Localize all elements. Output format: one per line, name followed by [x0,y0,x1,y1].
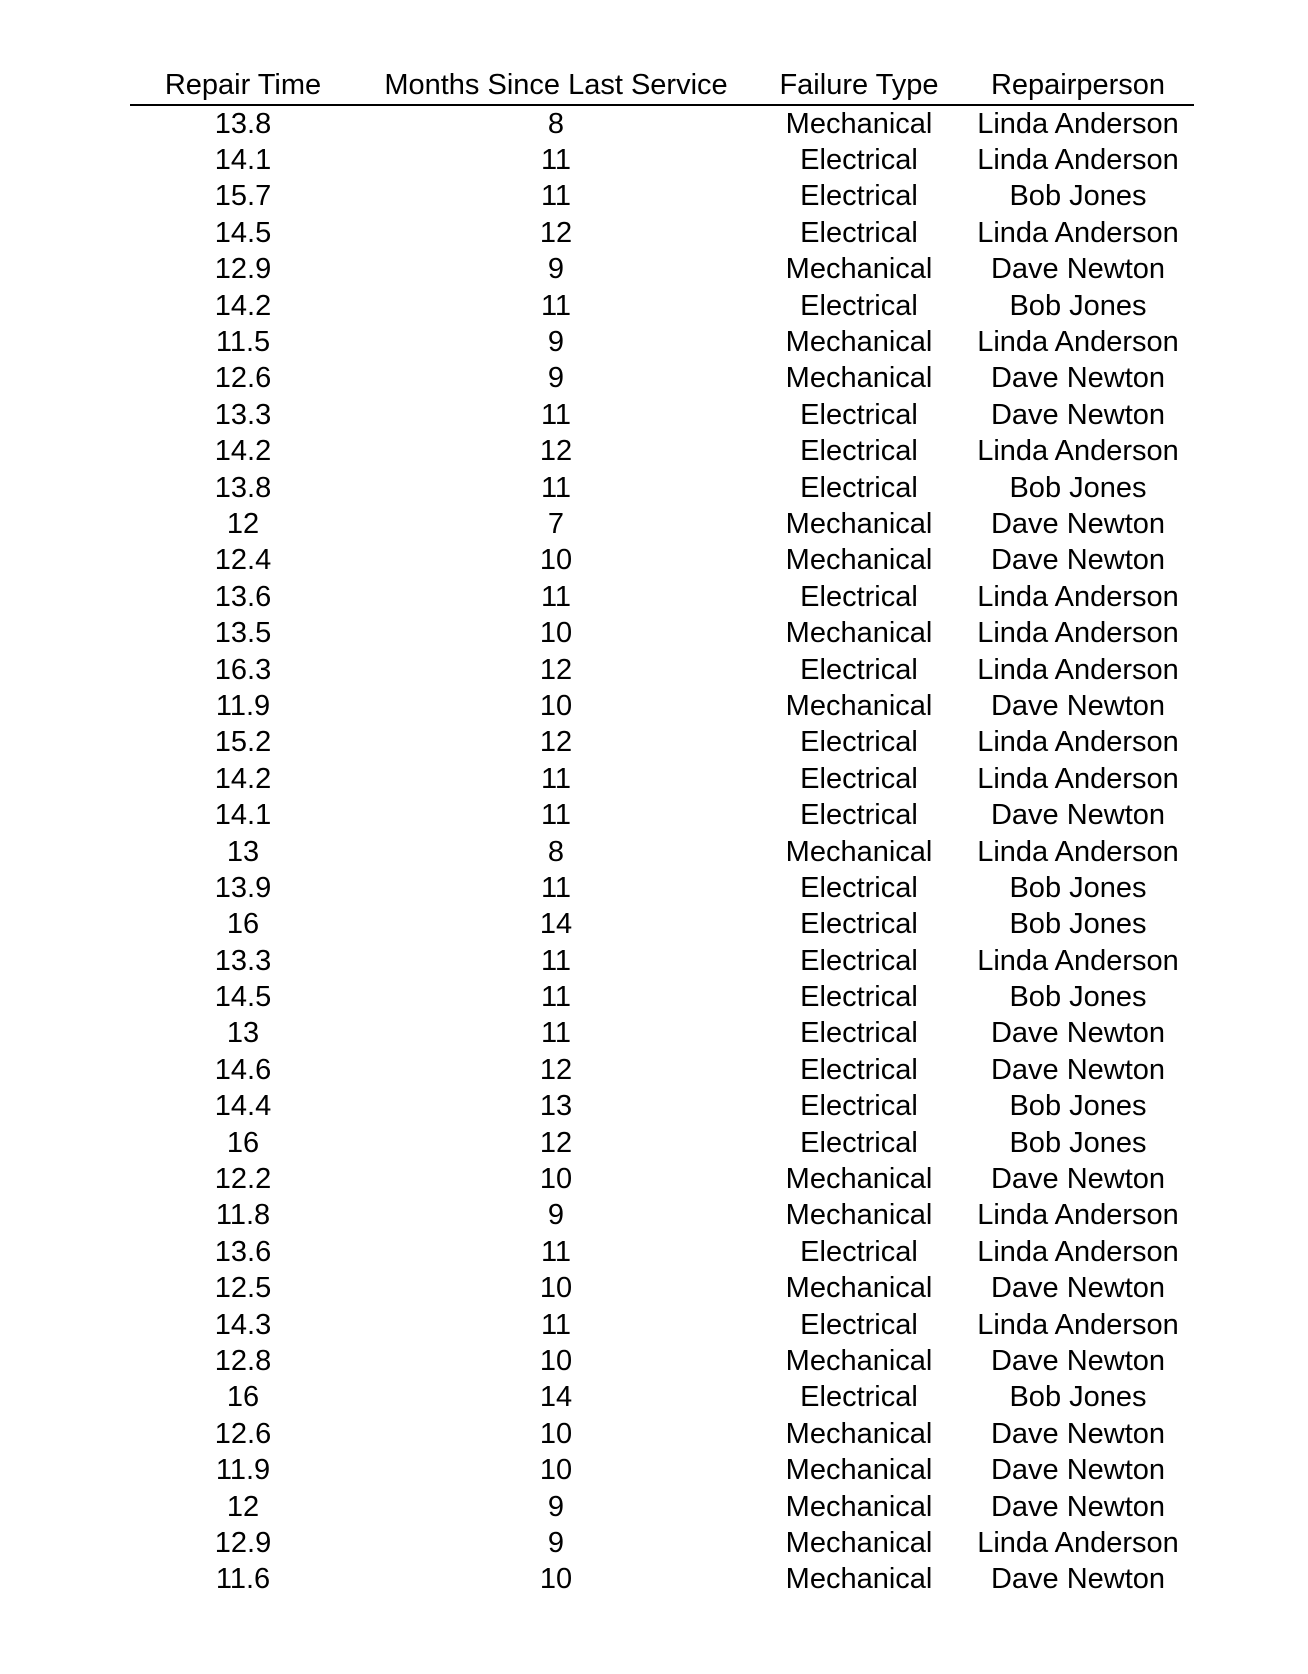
repair-time-cell: 11.5 [215,326,271,359]
table-row [130,797,1194,833]
repair-time-cell: 11.9 [215,1454,271,1487]
table-row [130,215,1194,251]
failure-type-cell: Electrical [800,1053,918,1086]
failure-type-cell: Electrical [800,762,918,795]
months-since-service-cell: 11 [540,398,572,431]
failure-type-cell: Electrical [800,435,918,468]
failure-type-cell: Mechanical [785,362,933,395]
table-row [130,252,1194,288]
table-row [130,142,1194,178]
months-since-service-cell: 9 [547,1526,565,1559]
repairperson-cell: Bob Jones [1009,908,1147,941]
months-since-service-cell: 11 [540,144,572,177]
repairperson-cell: Linda Anderson [977,944,1179,977]
months-since-service-cell: 7 [547,507,565,540]
table-row [130,361,1194,397]
repairperson-cell: Dave Newton [990,689,1166,722]
repairperson-cell: Linda Anderson [977,580,1179,613]
table-row [130,1052,1194,1088]
failure-type-cell: Electrical [800,1308,918,1341]
repairperson-cell: Dave Newton [990,799,1166,832]
failure-type-cell: Electrical [800,1381,918,1414]
failure-type-cell: Mechanical [785,1344,933,1377]
months-since-service-cell: 8 [547,835,565,868]
table-row [130,1489,1194,1525]
table-row [130,1380,1194,1416]
repairperson-cell: Bob Jones [1009,981,1147,1014]
months-since-service-cell: 10 [539,1163,573,1196]
failure-type-cell: Mechanical [785,1272,933,1305]
repair-time-cell: 13.3 [214,398,272,431]
failure-type-cell: Electrical [800,580,918,613]
table-row [130,397,1194,433]
repairperson-cell: Dave Newton [990,1017,1166,1050]
repair-time-cell: 12 [226,1490,260,1523]
repairperson-cell: Bob Jones [1009,1381,1147,1414]
failure-type-cell: Mechanical [785,1490,933,1523]
repair-time-cell: 14.3 [214,1308,272,1341]
months-since-service-cell: 8 [547,107,565,140]
failure-type-cell: Mechanical [785,617,933,650]
repair-time-cell: 16 [226,1126,260,1159]
failure-type-cell: Electrical [800,471,918,504]
table-row [130,834,1194,870]
failure-type-cell: Electrical [800,398,918,431]
repairperson-cell: Linda Anderson [977,653,1179,686]
failure-type-cell: Mechanical [785,1563,933,1596]
repair-time-cell: 13.3 [214,944,272,977]
table-row [130,106,1194,142]
repair-time-cell: 14.1 [214,144,272,177]
repairperson-cell: Dave Newton [990,1272,1166,1305]
repairperson-cell: Bob Jones [1009,1090,1147,1123]
header-months-since-last-service: Months Since Last Service [384,68,728,101]
repair-time-cell: 13 [226,835,260,868]
months-since-service-cell: 9 [547,326,565,359]
table-row [130,579,1194,615]
failure-type-cell: Electrical [800,216,918,249]
table-row [130,288,1194,324]
table-row [130,1525,1194,1561]
table-body [130,106,1194,1598]
repair-time-cell: 11.6 [215,1563,271,1596]
failure-type-cell: Electrical [800,944,918,977]
failure-type-cell: Mechanical [785,253,933,286]
repair-time-cell: 14.2 [214,435,272,468]
failure-type-cell: Electrical [800,981,918,1014]
table-row [130,725,1194,761]
months-since-service-cell: 12 [539,653,573,686]
repair-time-cell: 14.2 [214,762,272,795]
months-since-service-cell: 10 [539,544,573,577]
months-since-service-cell: 14 [539,1381,573,1414]
repairperson-cell: Linda Anderson [977,762,1179,795]
table-row [130,943,1194,979]
table-row [130,1016,1194,1052]
repair-time-cell: 15.7 [214,180,272,213]
repair-time-cell: 12.2 [214,1163,272,1196]
repairperson-cell: Linda Anderson [977,216,1179,249]
repairperson-cell: Dave Newton [990,1053,1166,1086]
months-since-service-cell: 12 [539,216,573,249]
table-row [130,1271,1194,1307]
failure-type-cell: Electrical [800,726,918,759]
months-since-service-cell: 12 [539,435,573,468]
months-since-service-cell: 10 [539,617,573,650]
repair-time-cell: 14.2 [214,289,272,322]
repairperson-cell: Dave Newton [990,398,1166,431]
repair-time-cell: 12.9 [214,1526,272,1559]
months-since-service-cell: 14 [539,908,573,941]
repair-time-cell: 16 [226,1381,260,1414]
table-row [130,1125,1194,1161]
failure-type-cell: Mechanical [785,107,933,140]
months-since-service-cell: 11 [540,180,572,213]
repairperson-cell: Dave Newton [990,1163,1166,1196]
repairperson-cell: Linda Anderson [977,1526,1179,1559]
header-repairperson: Repairperson [990,68,1166,101]
repairperson-cell: Linda Anderson [977,1235,1179,1268]
table-header-row [130,66,1194,106]
repair-time-cell: 12.4 [214,544,272,577]
failure-type-cell: Electrical [800,1090,918,1123]
repairperson-cell: Linda Anderson [977,726,1179,759]
repairperson-cell: Bob Jones [1009,471,1147,504]
months-since-service-cell: 10 [539,689,573,722]
failure-type-cell: Mechanical [785,1163,933,1196]
table-row [130,761,1194,797]
failure-type-cell: Mechanical [785,835,933,868]
repair-time-cell: 13.8 [214,107,272,140]
table-row [130,324,1194,360]
repair-time-cell: 14.4 [214,1090,272,1123]
failure-type-cell: Electrical [800,1235,918,1268]
failure-type-cell: Mechanical [785,1417,933,1450]
table-row [130,1161,1194,1197]
repairperson-cell: Dave Newton [990,1344,1166,1377]
table-row [130,652,1194,688]
repair-time-cell: 14.1 [214,799,272,832]
repair-time-cell: 11.9 [215,689,271,722]
months-since-service-cell: 11 [540,799,572,832]
table-row [130,1089,1194,1125]
repair-data-table [130,66,1194,1598]
repair-time-cell: 12.6 [214,362,272,395]
failure-type-cell: Mechanical [785,544,933,577]
repairperson-cell: Dave Newton [990,253,1166,286]
header-failure-type: Failure Type [779,68,939,101]
repairperson-cell: Dave Newton [990,507,1166,540]
months-since-service-cell: 11 [540,1017,572,1050]
failure-type-cell: Electrical [800,1126,918,1159]
repair-time-cell: 16.3 [214,653,272,686]
table-row [130,543,1194,579]
repair-time-cell: 14.5 [214,981,272,1014]
repair-time-cell: 14.5 [214,216,272,249]
months-since-service-cell: 11 [540,471,572,504]
failure-type-cell: Electrical [800,144,918,177]
months-since-service-cell: 13 [539,1090,573,1123]
repair-time-cell: 11.8 [215,1199,271,1232]
months-since-service-cell: 11 [540,1308,572,1341]
repairperson-cell: Dave Newton [990,1490,1166,1523]
repairperson-cell: Dave Newton [990,1417,1166,1450]
table-row [130,1562,1194,1598]
repair-time-cell: 12.6 [214,1417,272,1450]
months-since-service-cell: 11 [540,762,572,795]
failure-type-cell: Electrical [800,1017,918,1050]
months-since-service-cell: 9 [547,362,565,395]
failure-type-cell: Electrical [800,180,918,213]
repairperson-cell: Linda Anderson [977,1199,1179,1232]
repairperson-cell: Dave Newton [990,1563,1166,1596]
table-row [130,870,1194,906]
repairperson-cell: Bob Jones [1009,180,1147,213]
failure-type-cell: Mechanical [785,1454,933,1487]
repairperson-cell: Dave Newton [990,1454,1166,1487]
repairperson-cell: Bob Jones [1009,289,1147,322]
repair-time-cell: 12.5 [214,1272,272,1305]
table-row [130,1343,1194,1379]
repairperson-cell: Bob Jones [1009,1126,1147,1159]
failure-type-cell: Mechanical [785,1199,933,1232]
repairperson-cell: Linda Anderson [977,144,1179,177]
months-since-service-cell: 11 [540,981,572,1014]
failure-type-cell: Electrical [800,653,918,686]
months-since-service-cell: 12 [539,1126,573,1159]
table-row [130,506,1194,542]
repairperson-cell: Linda Anderson [977,617,1179,650]
months-since-service-cell: 11 [540,871,572,904]
table-row [130,470,1194,506]
repair-time-cell: 13.9 [214,871,272,904]
table-row [130,434,1194,470]
table-row [130,1307,1194,1343]
failure-type-cell: Mechanical [785,326,933,359]
table-row [130,907,1194,943]
table-row [130,1234,1194,1270]
repair-time-cell: 12 [226,507,260,540]
table-row [130,179,1194,215]
repairperson-cell: Linda Anderson [977,835,1179,868]
repair-time-cell: 13.6 [214,580,272,613]
repair-time-cell: 12.9 [214,253,272,286]
failure-type-cell: Electrical [800,289,918,322]
header-repair-time: Repair Time [164,68,322,101]
table-row [130,1416,1194,1452]
months-since-service-cell: 11 [540,580,572,613]
repair-time-cell: 13 [226,1017,260,1050]
months-since-service-cell: 10 [539,1417,573,1450]
repair-time-cell: 16 [226,908,260,941]
table-row [130,1452,1194,1488]
table-row [130,615,1194,651]
months-since-service-cell: 10 [539,1563,573,1596]
table-row [130,688,1194,724]
failure-type-cell: Mechanical [785,1526,933,1559]
repairperson-cell: Linda Anderson [977,326,1179,359]
repair-time-cell: 13.8 [214,471,272,504]
table-row [130,1198,1194,1234]
failure-type-cell: Electrical [800,908,918,941]
failure-type-cell: Electrical [800,871,918,904]
table-row [130,979,1194,1015]
repairperson-cell: Dave Newton [990,544,1166,577]
repairperson-cell: Linda Anderson [977,107,1179,140]
months-since-service-cell: 11 [540,944,572,977]
failure-type-cell: Electrical [800,799,918,832]
months-since-service-cell: 9 [547,1199,565,1232]
repairperson-cell: Linda Anderson [977,435,1179,468]
months-since-service-cell: 10 [539,1272,573,1305]
repair-time-cell: 13.5 [214,617,272,650]
months-since-service-cell: 11 [540,1235,572,1268]
repair-time-cell: 15.2 [214,726,272,759]
months-since-service-cell: 9 [547,1490,565,1523]
months-since-service-cell: 9 [547,253,565,286]
months-since-service-cell: 10 [539,1344,573,1377]
repairperson-cell: Bob Jones [1009,871,1147,904]
failure-type-cell: Mechanical [785,689,933,722]
repair-time-cell: 14.6 [214,1053,272,1086]
months-since-service-cell: 12 [539,1053,573,1086]
repair-time-cell: 13.6 [214,1235,272,1268]
repairperson-cell: Dave Newton [990,362,1166,395]
failure-type-cell: Mechanical [785,507,933,540]
months-since-service-cell: 12 [539,726,573,759]
repairperson-cell: Linda Anderson [977,1308,1179,1341]
months-since-service-cell: 11 [540,289,572,322]
repair-time-cell: 12.8 [214,1344,272,1377]
months-since-service-cell: 10 [539,1454,573,1487]
